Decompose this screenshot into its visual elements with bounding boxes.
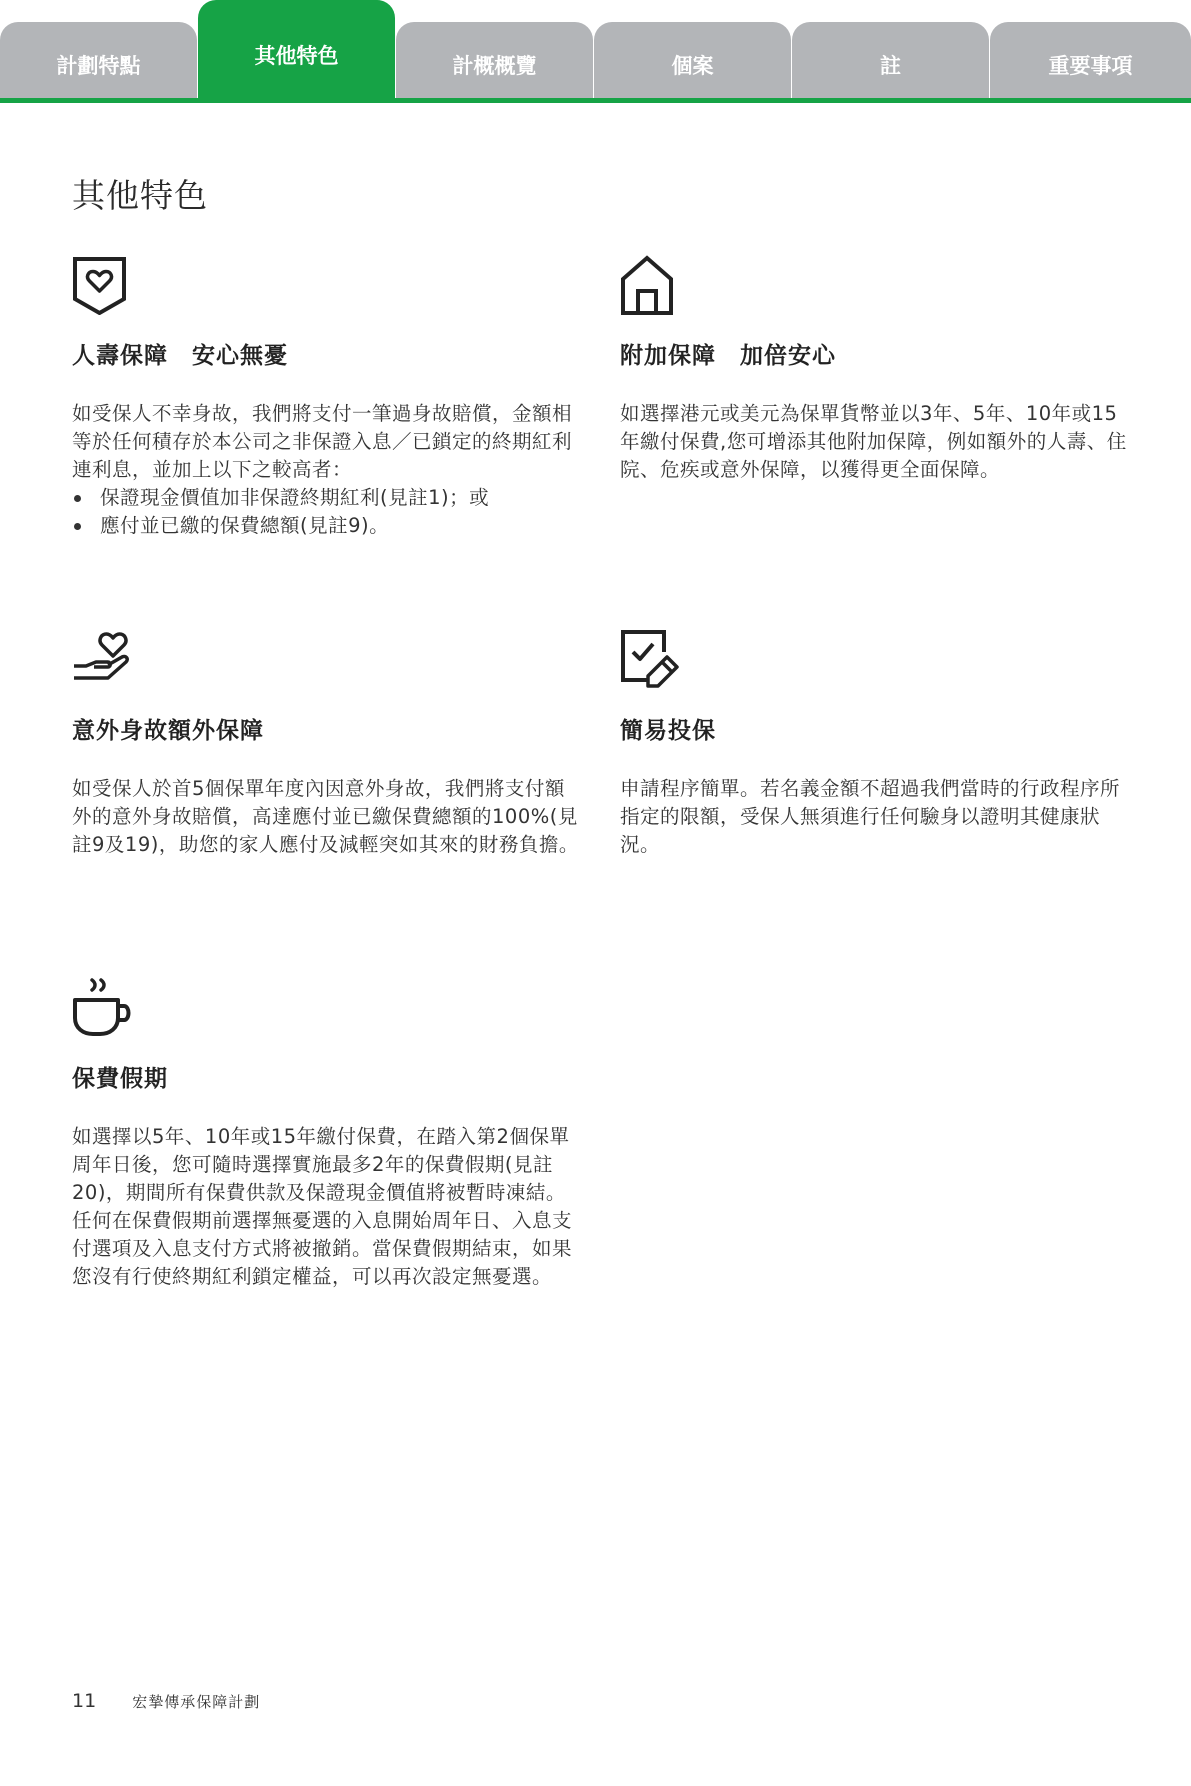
- feature-body: 申請程序簡單。若名義金額不超過我們當時的行政程序所指定的限額，受保人無須進行任何驗身以證明其健康狀況。: [620, 777, 1121, 856]
- page-footer: [72, 1690, 260, 1712]
- feature-heading: 附加保障 加倍安心: [620, 343, 836, 369]
- feature-heading: 簡易投保: [620, 718, 716, 744]
- feature-body: 如選擇港元或美元為保單貨幣並以3年、5年、10年或15年繳付保費,您可增添其他附加保障，例如額外的人壽、住院、危疾或意外保障，以獲得更全面保障。: [620, 402, 1127, 481]
- list-item: 應付並已繳的保費總額(見註9)。: [72, 512, 582, 540]
- house-icon: [620, 255, 680, 315]
- tab-other-features[interactable]: 其他特色: [198, 0, 395, 98]
- feature-heading: 意外身故額外保障: [72, 718, 264, 744]
- feature-premium-holiday: [72, 978, 582, 1291]
- footer-title: 宏摯傳承保障計劃: [132, 1693, 261, 1711]
- tab-important-notes[interactable]: 重要事項: [990, 22, 1191, 98]
- list-item: 保證現金價值加非保證終期紅利(見註1)；或: [72, 484, 582, 512]
- document-check-pen-icon: [620, 630, 680, 690]
- feature-heading: 保費假期: [72, 1066, 168, 1092]
- tab-notes[interactable]: 註: [792, 22, 989, 98]
- coffee-cup-icon: [72, 978, 132, 1038]
- tab-case-study[interactable]: 個案: [594, 22, 791, 98]
- page-number: 11: [72, 1690, 97, 1712]
- feature-rider-protection: [620, 255, 1130, 484]
- feature-accidental-death: [72, 630, 582, 859]
- tab-plan-overview[interactable]: 計概概覽: [396, 22, 593, 98]
- feature-body: 如受保人不幸身故，我們將支付一筆過身故賠償，金額相等於任何積存於本公司之非保證入息／已鎖定的終期紅利連利息，並加上以下之較高者：: [72, 402, 573, 481]
- tab-plan-features[interactable]: 計劃特點: [0, 22, 197, 98]
- hand-heart-icon: [72, 630, 132, 690]
- tab-underline: [0, 98, 1191, 103]
- feature-heading: 人壽保障 安心無憂: [72, 343, 288, 369]
- feature-simple-application: [620, 630, 1130, 859]
- heart-shield-icon: [72, 255, 132, 315]
- feature-body: 如受保人於首5個保單年度內因意外身故，我們將支付額外的意外身故賠償，高達應付並已繳保費總額的100%(見註9及19)，助您的家人應付及減輕突如其來的財務負擔。: [72, 777, 579, 856]
- page-title: 其他特色: [72, 176, 208, 215]
- feature-bullet-list: [72, 484, 582, 540]
- section-tabs: [0, 0, 1191, 100]
- feature-life-protection: [72, 255, 582, 540]
- feature-body: 如選擇以5年、10年或15年繳付保費，在踏入第2個保單周年日後，您可隨時選擇實施最多2年的保費假期(見註20)，期間所有保費供款及保證現金價值將被暫時凍結。任何在保費假期前選擇無憂選的入息開始周年日、入息支付選項及入息支付方式將被撤銷。當保費假期結束，如果您沒有行使終期紅利鎖定權益，可以再次設定無憂選。: [72, 1125, 573, 1288]
